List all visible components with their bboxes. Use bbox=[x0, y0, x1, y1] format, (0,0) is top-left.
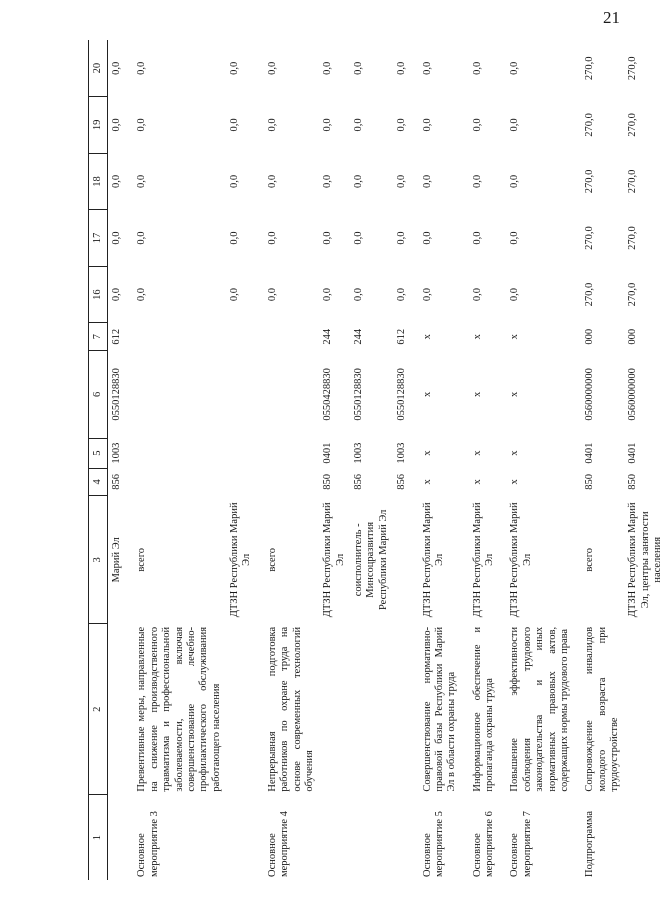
column-header: 2 bbox=[89, 624, 108, 795]
executor-cell: ДТЗН Республики Марий Эл bbox=[471, 502, 495, 618]
value-cell-16: 0,0 bbox=[396, 288, 408, 302]
value-cell-19: 0,0 bbox=[509, 118, 521, 132]
measure-name-cell bbox=[319, 795, 350, 880]
value-cell-17: 0,0 bbox=[421, 231, 433, 245]
measure-name-cell: Основное мероприятие 7 bbox=[509, 811, 533, 877]
table-row bbox=[319, 40, 350, 880]
value-cell-16: 0,0 bbox=[111, 288, 122, 302]
measure-description-cell bbox=[350, 624, 393, 795]
expense-type-cell: 244 bbox=[322, 328, 334, 345]
column-header: 19 bbox=[89, 97, 108, 154]
table-row bbox=[226, 40, 257, 880]
grbs-code-cell: 850 bbox=[322, 474, 334, 490]
target-article-cell: 0550128830 bbox=[111, 368, 122, 421]
table-row bbox=[393, 40, 411, 880]
grbs-code-cell: х bbox=[421, 479, 433, 485]
measure-description-cell: Превентивные меры, направленные на снижение производственного травматизма и профессиональной заболеваемости, включая совершенствование лечебно-профилактического обслуживания работающего населения bbox=[136, 626, 222, 792]
value-cell-20: 0,0 bbox=[266, 61, 278, 75]
value-cell-17: 0,0 bbox=[471, 231, 483, 245]
value-cell-20: 0,0 bbox=[421, 61, 433, 75]
section-code-cell bbox=[126, 438, 226, 468]
target-article-cell: х bbox=[471, 391, 483, 398]
table-row bbox=[350, 40, 393, 880]
value-cell-18: 270,0 bbox=[627, 169, 639, 194]
value-cell-17: 270,0 bbox=[584, 226, 596, 250]
column-header: 4 bbox=[89, 468, 108, 496]
executor-cell: всего bbox=[136, 548, 148, 572]
target-article-cell: х bbox=[509, 391, 521, 398]
executor-cell: ДТЗН Республики Марий Эл bbox=[229, 502, 253, 618]
value-cell-20: 0,0 bbox=[111, 61, 122, 75]
rotated-table-container bbox=[88, 40, 664, 880]
grbs-code-cell: 850 bbox=[627, 474, 639, 490]
executor-cell: ДТЗН Республики Марий Эл bbox=[322, 502, 346, 618]
executor-cell: всего bbox=[584, 548, 596, 572]
expense-type-cell: х bbox=[421, 334, 433, 340]
value-cell-17: 0,0 bbox=[136, 231, 148, 245]
measure-description-cell bbox=[319, 624, 350, 795]
measure-description-cell bbox=[393, 624, 411, 795]
value-cell-16: 0,0 bbox=[421, 288, 433, 302]
value-cell-17: 0,0 bbox=[509, 231, 521, 245]
measure-name-cell: Основное мероприятие 4 bbox=[266, 811, 291, 877]
value-cell-16: 270,0 bbox=[584, 282, 596, 307]
table-row bbox=[499, 40, 574, 880]
value-cell-20: 0,0 bbox=[396, 61, 408, 75]
value-cell-20: 0,0 bbox=[471, 61, 483, 75]
page-number: 21 bbox=[603, 8, 620, 27]
measure-description-cell: Совершенствование нормативно-правовой базы Республики Марий Эл в области охраны труда bbox=[421, 626, 458, 792]
value-cell-16: 0,0 bbox=[509, 288, 521, 302]
measure-name-cell bbox=[393, 795, 411, 880]
table-row bbox=[624, 40, 667, 880]
target-article-cell bbox=[226, 351, 257, 439]
grbs-code-cell bbox=[126, 468, 226, 496]
value-cell-20: 270,0 bbox=[627, 56, 639, 81]
table-row bbox=[462, 40, 500, 880]
table-header-row bbox=[89, 40, 108, 880]
measure-name-cell: Основное мероприятие 5 bbox=[421, 811, 445, 877]
expense-type-cell: х bbox=[471, 334, 483, 340]
budget-table bbox=[88, 40, 668, 880]
value-cell-19: 270,0 bbox=[627, 113, 639, 137]
table-row bbox=[126, 40, 226, 880]
grbs-code-cell: 856 bbox=[353, 474, 364, 490]
value-cell-19: 0,0 bbox=[396, 118, 408, 132]
table-row bbox=[257, 40, 320, 880]
value-cell-16: 0,0 bbox=[353, 288, 364, 302]
value-cell-18: 0,0 bbox=[471, 174, 483, 189]
measure-name-cell bbox=[226, 795, 257, 880]
section-code-cell: 1003 bbox=[396, 442, 408, 464]
section-code-cell: х bbox=[421, 450, 433, 456]
measure-description-cell: Сопровождение инвалидов молодого возраста при трудоустройстве bbox=[584, 626, 620, 792]
value-cell-17: 0,0 bbox=[322, 231, 334, 245]
target-article-cell bbox=[126, 351, 226, 439]
section-code-cell: 0401 bbox=[627, 442, 639, 464]
value-cell-17: 0,0 bbox=[353, 231, 364, 245]
value-cell-19: 0,0 bbox=[322, 118, 334, 132]
measure-name-cell: Основное мероприятие 6 bbox=[471, 811, 495, 877]
value-cell-17: 0,0 bbox=[229, 231, 240, 245]
value-cell-18: 0,0 bbox=[229, 174, 240, 189]
measure-description-cell bbox=[226, 624, 257, 795]
value-cell-19: 0,0 bbox=[353, 118, 364, 132]
table-row bbox=[574, 40, 624, 880]
executor-cell: ДТЗН Республики Марий Эл, центры занятости населения bbox=[627, 502, 664, 618]
column-header: 16 bbox=[89, 266, 108, 323]
value-cell-18: 0,0 bbox=[509, 174, 521, 189]
target-article-cell: х bbox=[421, 391, 433, 398]
value-cell-19: 0,0 bbox=[229, 118, 240, 132]
executor-cell: ДТЗН Республики Марий Эл bbox=[421, 502, 445, 618]
grbs-code-cell: 856 bbox=[111, 474, 122, 490]
executor-cell: соисполнитель - Минсоцразвития Республики Марий Эл bbox=[353, 509, 389, 611]
value-cell-18: 270,0 bbox=[584, 169, 596, 194]
measure-name-cell bbox=[624, 795, 667, 880]
column-header: 1 bbox=[89, 795, 108, 880]
executor-cell: Марий Эл bbox=[111, 537, 122, 583]
expense-type-cell: 000 bbox=[584, 328, 596, 345]
section-code-cell: 1003 bbox=[353, 442, 364, 464]
value-cell-18: 0,0 bbox=[396, 174, 408, 189]
value-cell-20: 0,0 bbox=[353, 61, 364, 75]
expense-type-cell: 000 bbox=[627, 328, 639, 345]
target-article-cell: 0550128830 bbox=[396, 368, 408, 421]
expense-type-cell: 612 bbox=[111, 328, 122, 345]
value-cell-20: 0,0 bbox=[322, 61, 334, 75]
value-cell-17: 0,0 bbox=[396, 231, 408, 245]
value-cell-18: 0,0 bbox=[266, 174, 278, 189]
target-article-cell: 0550428830 bbox=[322, 368, 334, 421]
column-header: 18 bbox=[89, 153, 108, 210]
value-cell-18: 0,0 bbox=[421, 174, 433, 189]
value-cell-16: 270,0 bbox=[627, 282, 639, 307]
measure-description-cell: Непрерывная подготовка работников по охране труда на основе современных технологий обучения bbox=[266, 626, 315, 792]
rotated-table-wrapper bbox=[88, 40, 664, 880]
section-code-cell bbox=[257, 438, 320, 468]
value-cell-19: 0,0 bbox=[421, 118, 433, 132]
grbs-code-cell bbox=[257, 468, 320, 496]
value-cell-18: 0,0 bbox=[136, 174, 148, 189]
column-header: 17 bbox=[89, 210, 108, 267]
section-code-cell: 0401 bbox=[584, 442, 596, 464]
measure-description-cell: Информационное обеспечение и пропаганда охраны труда bbox=[471, 626, 495, 792]
value-cell-17: 270,0 bbox=[627, 226, 639, 250]
expense-type-cell: 612 bbox=[396, 328, 408, 345]
expense-type-cell bbox=[226, 323, 257, 351]
value-cell-20: 0,0 bbox=[136, 61, 148, 75]
value-cell-16: 0,0 bbox=[136, 288, 148, 302]
value-cell-16: 0,0 bbox=[266, 288, 278, 302]
section-code-cell: 0401 bbox=[322, 442, 334, 464]
expense-type-cell bbox=[126, 323, 226, 351]
measure-name-cell: Подпрограмма bbox=[584, 810, 596, 877]
column-header: 7 bbox=[89, 323, 108, 351]
value-cell-20: 270,0 bbox=[584, 56, 596, 81]
grbs-code-cell bbox=[226, 468, 257, 496]
grbs-code-cell: 850 bbox=[584, 474, 596, 490]
table-row bbox=[108, 40, 127, 880]
expense-type-cell: х bbox=[509, 334, 521, 340]
column-header: 5 bbox=[89, 438, 108, 468]
column-header: 6 bbox=[89, 351, 108, 439]
column-header: 20 bbox=[89, 40, 108, 97]
section-code-cell bbox=[226, 438, 257, 468]
section-code-cell: х bbox=[509, 450, 521, 456]
measure-name-cell: Основное мероприятие 3 bbox=[136, 811, 160, 877]
executor-cell: всего bbox=[266, 548, 278, 572]
target-article-cell: 0560000000 bbox=[584, 368, 596, 421]
grbs-code-cell: х bbox=[509, 479, 521, 485]
value-cell-17: 0,0 bbox=[111, 231, 122, 245]
value-cell-20: 0,0 bbox=[509, 61, 521, 75]
measure-name-cell bbox=[108, 795, 127, 880]
value-cell-16: 0,0 bbox=[229, 288, 240, 302]
value-cell-20: 0,0 bbox=[229, 61, 240, 75]
executor-cell bbox=[393, 496, 411, 624]
section-code-cell: х bbox=[471, 450, 483, 456]
target-article-cell: 0560000000 bbox=[627, 368, 639, 421]
value-cell-16: 0,0 bbox=[322, 288, 334, 302]
section-code-cell: 1003 bbox=[111, 442, 122, 464]
measure-description-cell bbox=[108, 624, 127, 795]
grbs-code-cell: х bbox=[471, 479, 483, 485]
value-cell-19: 0,0 bbox=[111, 118, 122, 132]
expense-type-cell bbox=[257, 323, 320, 351]
table-row bbox=[412, 40, 462, 880]
value-cell-18: 0,0 bbox=[111, 174, 122, 189]
value-cell-18: 0,0 bbox=[322, 174, 334, 189]
value-cell-19: 0,0 bbox=[471, 118, 483, 132]
measure-description-cell bbox=[624, 624, 667, 795]
measure-name-cell bbox=[350, 795, 393, 880]
executor-cell: ДТЗН Республики Марий Эл bbox=[509, 502, 533, 618]
value-cell-19: 0,0 bbox=[266, 118, 278, 132]
value-cell-19: 270,0 bbox=[584, 113, 596, 137]
measure-description-cell: Повышение эффективности соблюдения трудового законодательства и иных нормативных правовых актов, содержащих нормы трудового права bbox=[509, 626, 570, 792]
column-header: 3 bbox=[89, 496, 108, 624]
value-cell-19: 0,0 bbox=[136, 118, 148, 132]
expense-type-cell: 244 bbox=[353, 328, 364, 345]
value-cell-17: 0,0 bbox=[266, 231, 278, 245]
value-cell-18: 0,0 bbox=[353, 174, 364, 189]
target-article-cell: 0550128830 bbox=[353, 368, 364, 421]
grbs-code-cell: 856 bbox=[396, 474, 408, 490]
target-article-cell bbox=[257, 351, 320, 439]
value-cell-16: 0,0 bbox=[471, 288, 483, 302]
